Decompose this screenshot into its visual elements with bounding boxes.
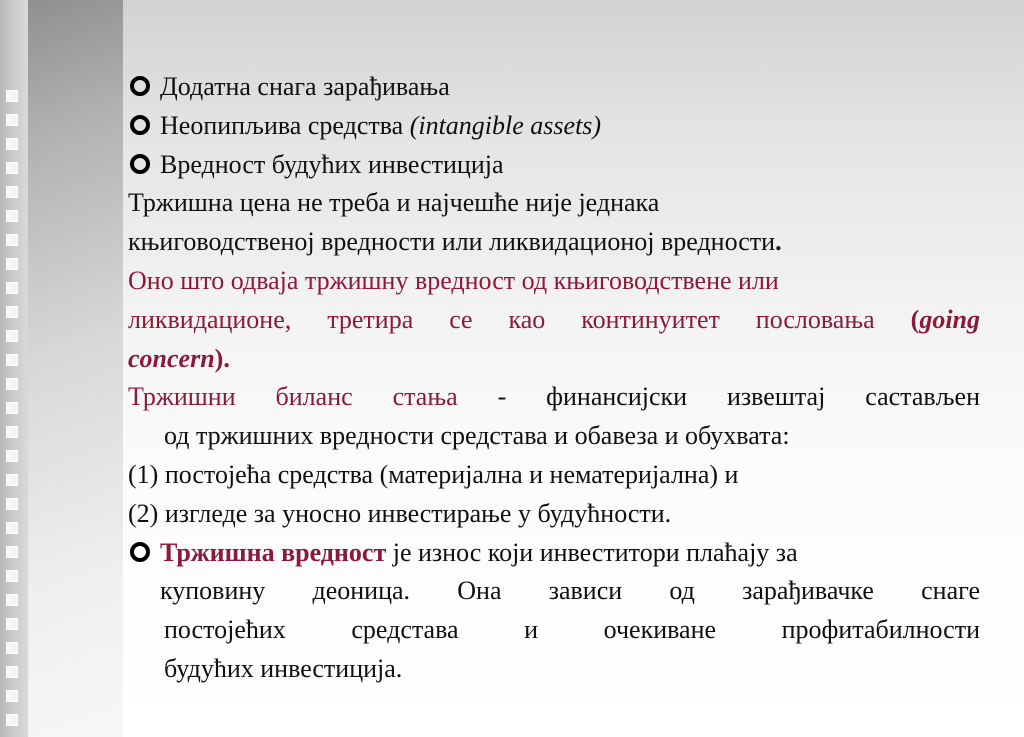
paragraph-2-line-2: [128, 301, 980, 340]
going-concern-open: (going: [910, 304, 980, 334]
paragraph-2-line-3: [128, 340, 980, 379]
film-hole: [6, 330, 18, 342]
paragraph-4-line-1: [128, 534, 980, 573]
film-hole: [6, 666, 18, 678]
film-hole: [6, 306, 18, 318]
bullet-text-italic: (intangible assets): [409, 110, 602, 140]
paragraph-3-line-1: [128, 378, 980, 417]
film-hole: [6, 426, 18, 438]
going-concern-close: ).: [214, 343, 230, 373]
hollow-circle-bullet-icon: [128, 113, 152, 137]
paragraph-4-line-2: куповину деоница. Она зависи од зарађивачке снаге: [160, 576, 980, 606]
market-balance-sheet-term: Тржишни биланс стања: [128, 382, 458, 412]
bullet-item-1: [128, 68, 980, 107]
film-hole: [6, 210, 18, 222]
going-concern-term: concern: [128, 343, 215, 373]
film-hole: [6, 474, 18, 486]
hollow-circle-bullet-icon: [128, 74, 152, 98]
hollow-circle-bullet-icon: [128, 540, 152, 564]
film-hole: [6, 618, 18, 630]
film-hole: [6, 498, 18, 510]
bullet-item-2: [128, 107, 980, 146]
film-hole: [6, 594, 18, 606]
film-hole: [6, 714, 18, 726]
slide-text: [128, 68, 980, 689]
paragraph-4-line-3: постојећих средстава и очекиване профитабилности: [164, 615, 980, 645]
paragraph-4-text: је износ који инвеститори плаћају за: [386, 537, 798, 567]
bullet-text: Додатна снага зарађивања: [160, 72, 450, 101]
film-hole: [6, 186, 18, 198]
film-hole: [6, 690, 18, 702]
paragraph-1-period: .: [775, 227, 782, 257]
film-hole: [6, 354, 18, 366]
paragraph-2-line-1: Оно што одваја тржишну вредност од књиговодствене или: [128, 265, 779, 295]
film-hole: [6, 234, 18, 246]
paragraph-3-line-2: од тржишних вредности средстава и обавеза и обухвата:: [164, 421, 790, 451]
film-hole: [6, 450, 18, 462]
paragraph-1-text: књиговодственој вредности или ликвидационој вредности: [128, 227, 776, 257]
hollow-circle-bullet-icon: [128, 152, 152, 176]
film-hole: [6, 258, 18, 270]
film-hole: [6, 282, 18, 294]
film-hole: [6, 114, 18, 126]
film-hole: [6, 402, 18, 414]
film-hole: [6, 138, 18, 150]
market-value-term: Тржишна вредност: [160, 537, 387, 567]
paragraph-2-text: ликвидационе, третира се као континуитет пословања: [128, 304, 875, 334]
paragraph-3-item-1: (1) постојећа средства (материјална и нематеријална) и: [128, 459, 739, 489]
bullet-item-3: [128, 146, 980, 185]
paragraph-4-line-4: будућих инвестиција.: [164, 653, 403, 683]
paragraph-1-line-1: Тржишна цена не треба и најчешће није једнака: [128, 188, 660, 218]
film-hole: [6, 522, 18, 534]
paragraph-3-text: - финансијски извештај састављен: [497, 382, 980, 412]
film-hole: [6, 162, 18, 174]
bullet-text: Неопипљива средства: [160, 110, 410, 140]
film-hole: [6, 642, 18, 654]
film-hole: [6, 378, 18, 390]
film-hole: [6, 570, 18, 582]
paragraph-3-item-2: (2) изгледе за уносно инвестирање у будућности.: [128, 498, 672, 528]
bullet-text: Вредност будућих инвестиција: [160, 149, 504, 179]
filmstrip-decoration: [0, 0, 28, 737]
paragraph-1-line-2: [128, 223, 980, 262]
film-hole: [6, 90, 18, 102]
film-hole: [6, 546, 18, 558]
